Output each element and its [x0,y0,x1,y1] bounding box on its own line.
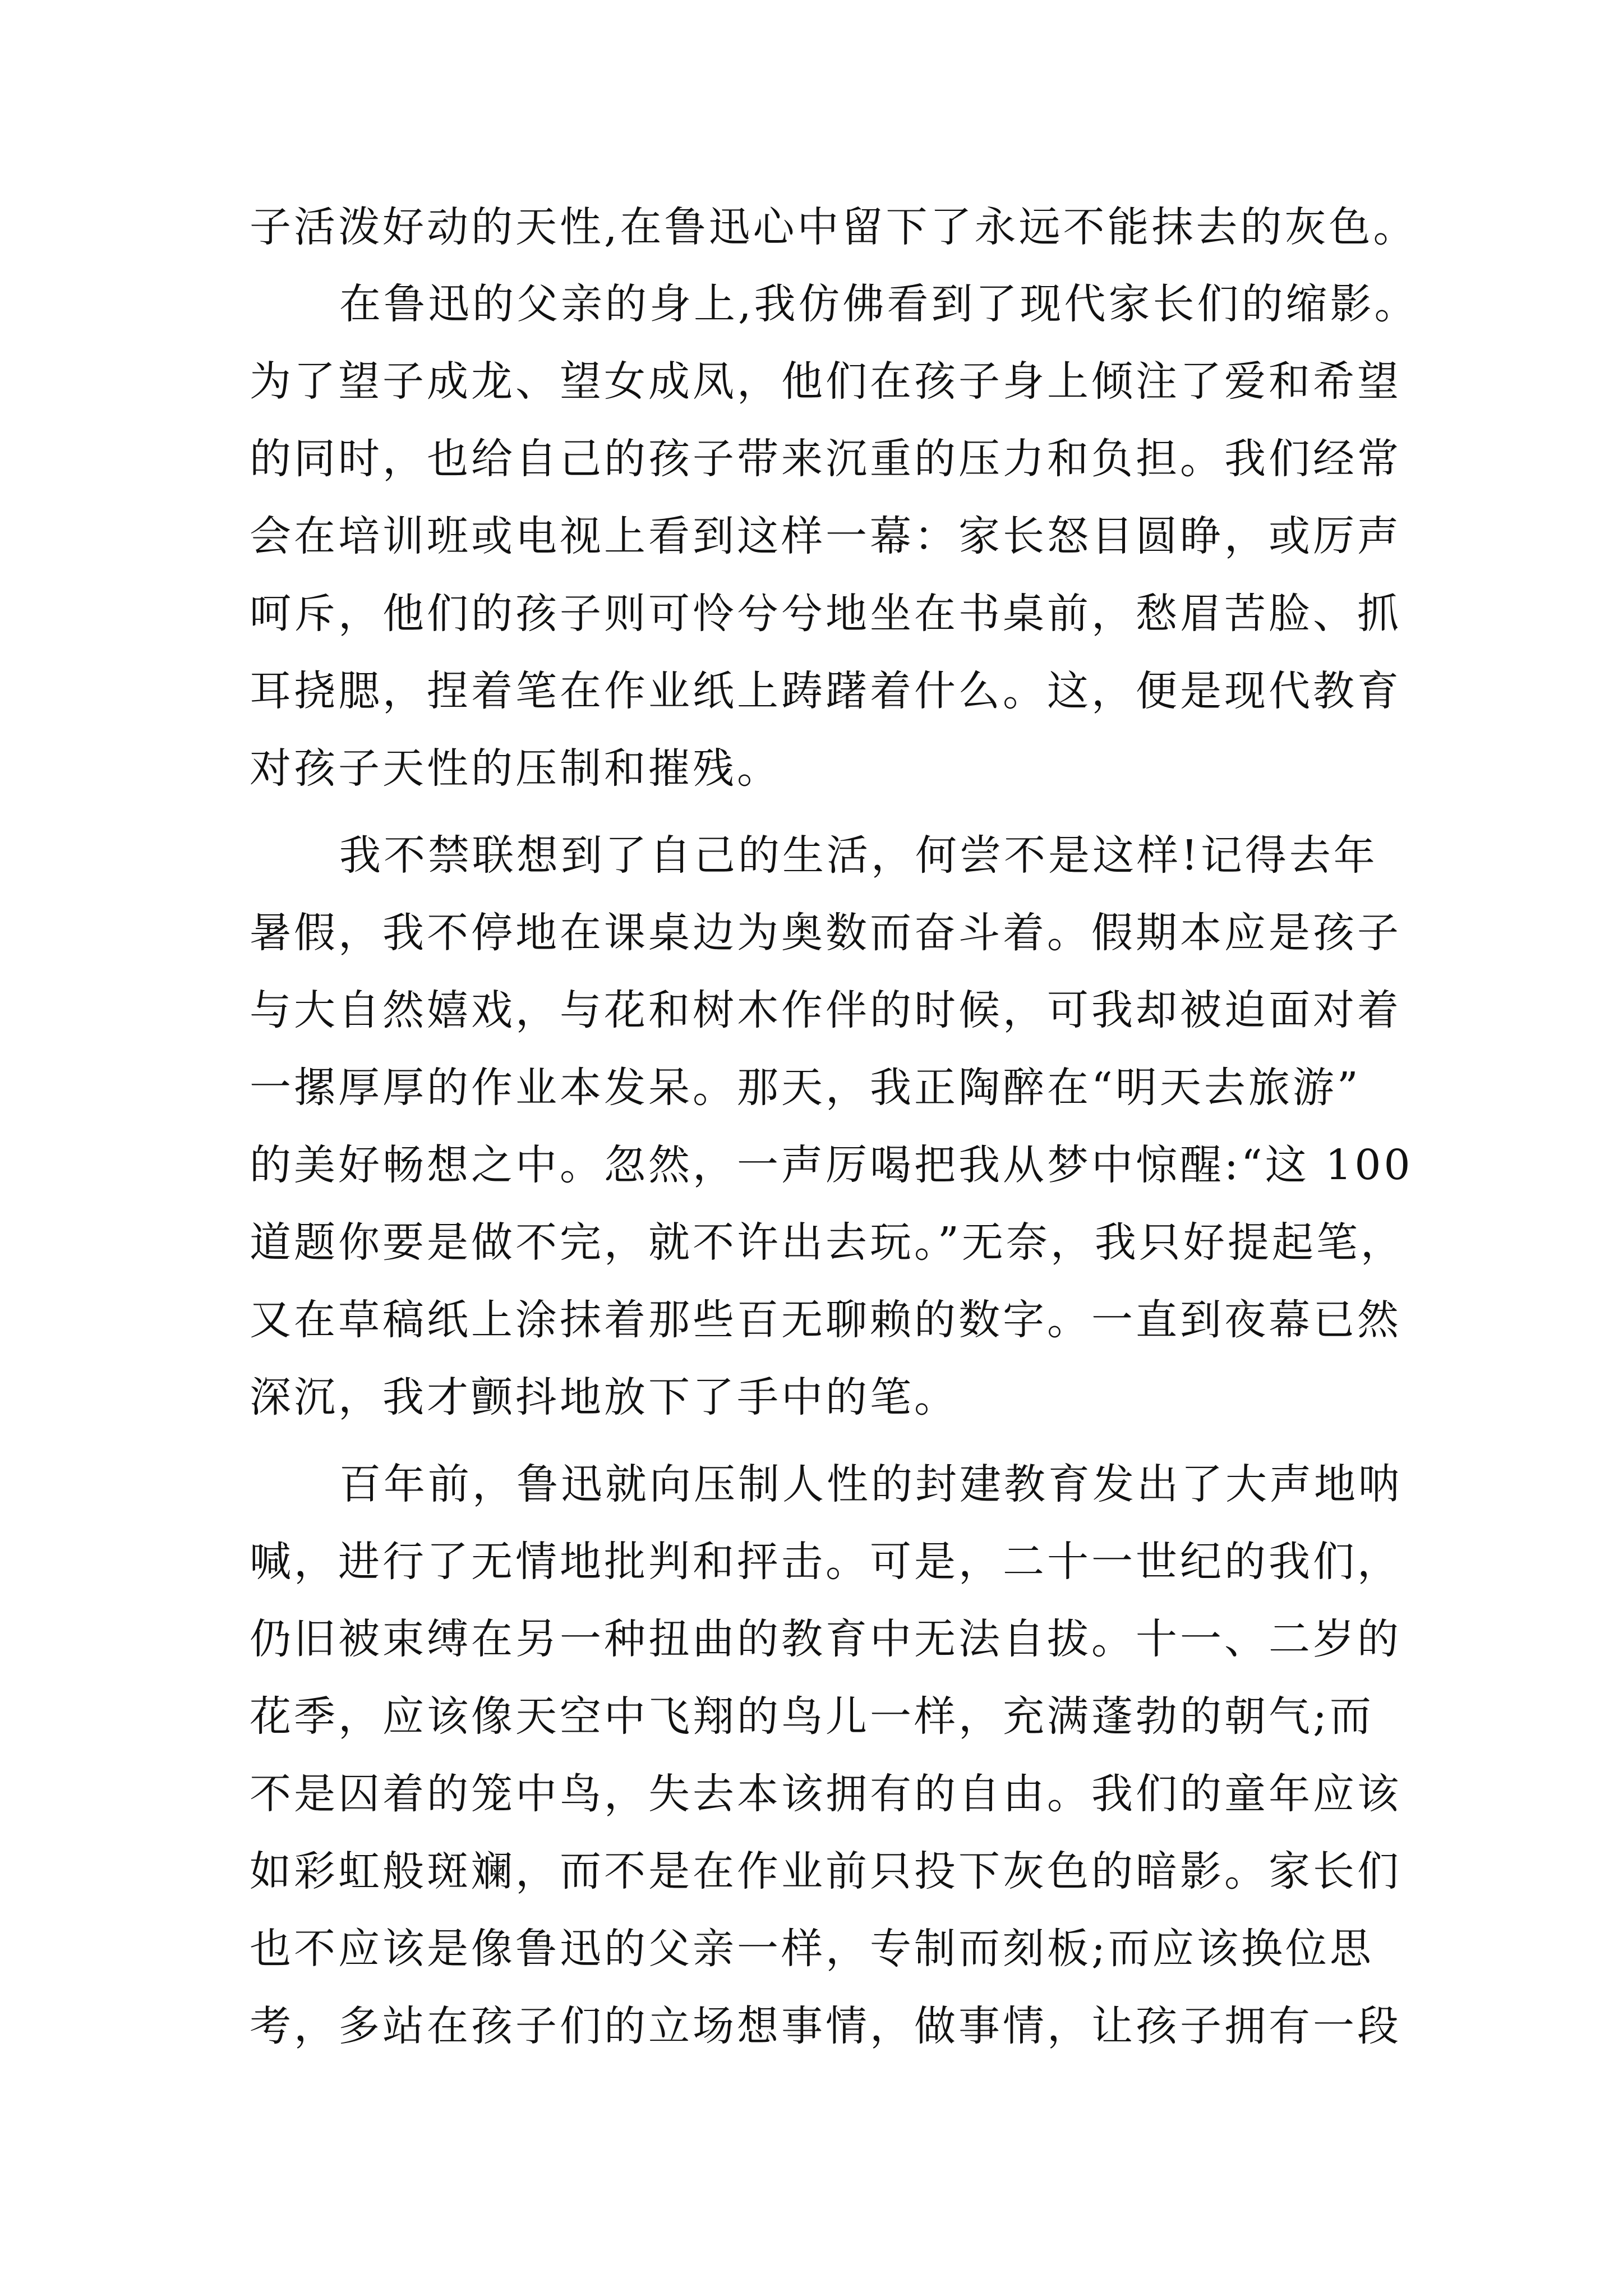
text-line: 一摞厚厚的作业本发呆。那天，我正陶醉在“明天去旅游” [250,1064,1361,1112]
text-line: 在鲁迅的父亲的身上,我仿佛看到了现代家长们的缩影。 [339,280,1419,328]
text-line: 我不禁联想到了自己的生活，何尝不是这样!记得去年 [339,831,1378,880]
text-line: 仍旧被束缚在另一种扭曲的教育中无法自拔。十一、二岁的 [250,1615,1401,1663]
text-line: 不是囚着的笼中鸟，失去本该拥有的自由。我们的童年应该 [250,1770,1401,1818]
text-line: 道题你要是做不完，就不许出去玩。”无奈，我只好提起笔， [250,1218,1405,1267]
text-line: 百年前，鲁迅就向压制人性的封建教育发出了大声地呐 [339,1460,1403,1508]
text-line: 的美好畅想之中。忽然，一声厉喝把我从梦中惊醒:“这 100 [250,1141,1413,1189]
text-line: 又在草稿纸上涂抹着那些百无聊赖的数字。一直到夜幕已然 [250,1296,1401,1344]
text-line: 花季，应该像天空中飞翔的鸟儿一样，充满蓬勃的朝气;而 [250,1692,1374,1741]
text-line: 呵斥，他们的孩子则可怜兮兮地坐在书桌前，愁眉苦脸、抓 [250,590,1401,638]
text-line: 对孩子天性的压制和摧残。 [250,744,781,793]
text-line: 为了望子成龙、望女成凤，他们在孩子身上倾注了爱和希望 [250,357,1401,406]
text-line: 深沉，我才颤抖地放下了手中的笔。 [250,1373,958,1421]
text-line: 也不应该是像鲁迅的父亲一样，专制而刻板;而应该换位思 [250,1925,1374,1973]
text-line: 与大自然嬉戏，与花和树木作伴的时候，可我却被迫面对着 [250,986,1401,1034]
text-line: 的同时，也给自己的孩子带来沉重的压力和负担。我们经常 [250,435,1401,483]
text-line: 暑假，我不停地在课桌边为奥数而奋斗着。假期本应是孩子 [250,909,1401,957]
text-line: 会在培训班或电视上看到这样一幕：家长怒目圆睁，或厉声 [250,512,1401,560]
text-line: 耳挠腮，捏着笔在作业纸上踌躇着什么。这，便是现代教育 [250,667,1401,715]
text-line: 如彩虹般斑斓，而不是在作业前只投下灰色的暗影。家长们 [250,1847,1401,1895]
text-line: 喊，进行了无情地批判和抨击。可是，二十一世纪的我们， [250,1538,1401,1586]
text-line: 考，多站在孩子们的立场想事情，做事情，让孩子拥有一段 [250,2002,1401,2050]
text-line: 子活泼好动的天性,在鲁迅心中留下了永远不能抹去的灰色。 [250,203,1418,251]
